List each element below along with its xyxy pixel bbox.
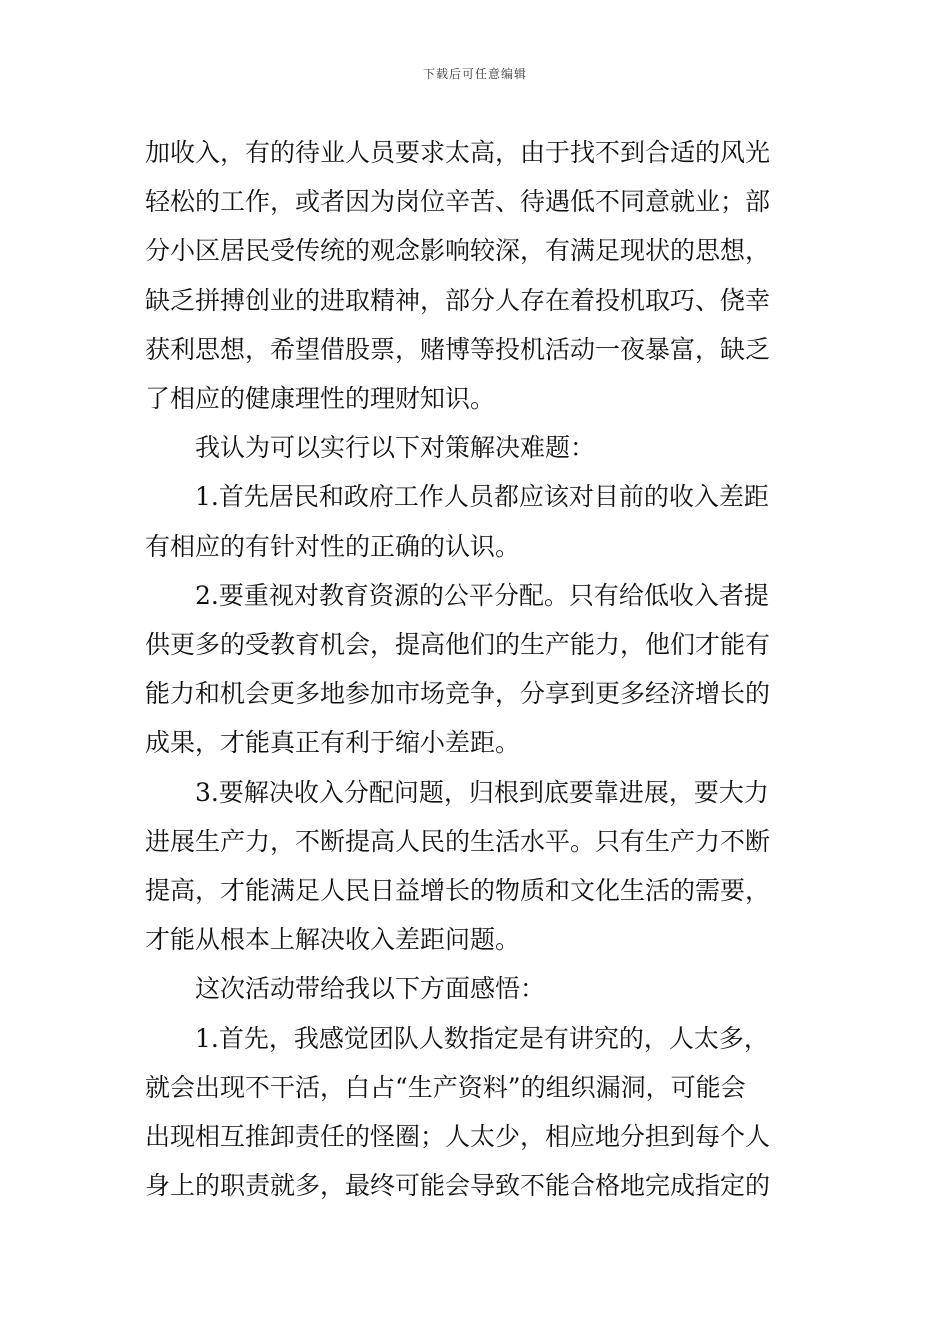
text-line: 进展生产力，不断提高人民的生活水平。只有生产力不断: [145, 826, 771, 856]
document-body: [145, 128, 810, 1210]
text-line: 分小区居民受传统的观念影响较深，有满足现状的思想，: [145, 236, 771, 266]
text-line: 才能从根本上解决收入差距问题。: [145, 925, 521, 955]
text-line: 这次活动带给我以下方面感悟：: [195, 974, 546, 1004]
text-line: 1.首先居民和政府工作人员都应该对目前的收入差距: [195, 482, 769, 512]
text-line: 缺乏拼搏创业的进取精神，部分人存在着投机取巧、侥幸: [145, 285, 771, 315]
text-line: 出现相互推卸责任的怪圈；人太少，相应地分担到每个人: [145, 1122, 771, 1152]
text-line: 能力和机会更多地参加市场竞争，分享到更多经济增长的: [145, 679, 771, 709]
text-line: 了相应的健康理性的理财知识。: [145, 384, 496, 414]
paragraph: [145, 571, 810, 768]
text-line: 2.要重视对教育资源的公平分配。只有给低收入者提: [195, 580, 769, 610]
text-line: 1.首先，我感觉团队人数指定是有讲究的，人太多，: [195, 1023, 769, 1053]
paragraph: [145, 472, 810, 570]
text-line: 轻松的工作，或者因为岗位辛苦、待遇低不同意就业；部: [145, 187, 771, 217]
text-line: 3.要解决收入分配问题，归根到底要靠进展，要大力: [195, 777, 769, 807]
text-line: 有相应的有针对性的正确的认识。: [145, 531, 521, 561]
text-line: 身上的职责就多，最终可能会导致不能合格地完成指定的: [145, 1171, 771, 1201]
paragraph: [145, 423, 810, 472]
text-line: 我认为可以实行以下对策解决难题：: [195, 433, 596, 463]
paragraph: [145, 768, 810, 965]
text-line: 提高，才能满足人民日益增长的物质和文化生活的需要，: [145, 876, 771, 906]
paragraph: [145, 128, 810, 423]
text-line: 成果，才能真正有利于缩小差距。: [145, 728, 521, 758]
text-line: 加收入，有的待业人员要求太高，由于找不到合适的风光: [145, 138, 771, 167]
text-line: 就会出现不干活，白占“生产资料”的组织漏洞，可能会: [145, 1072, 746, 1102]
paragraph: [145, 964, 810, 1013]
text-line: 获利思想，希望借股票，赌博等投机活动一夜暴富，缺乏: [145, 334, 771, 364]
text-line: 供更多的受教育机会，提高他们的生产能力，他们才能有: [145, 630, 771, 660]
paragraph: [145, 1014, 810, 1211]
page-header: 下载后可任意编辑: [422, 67, 527, 81]
